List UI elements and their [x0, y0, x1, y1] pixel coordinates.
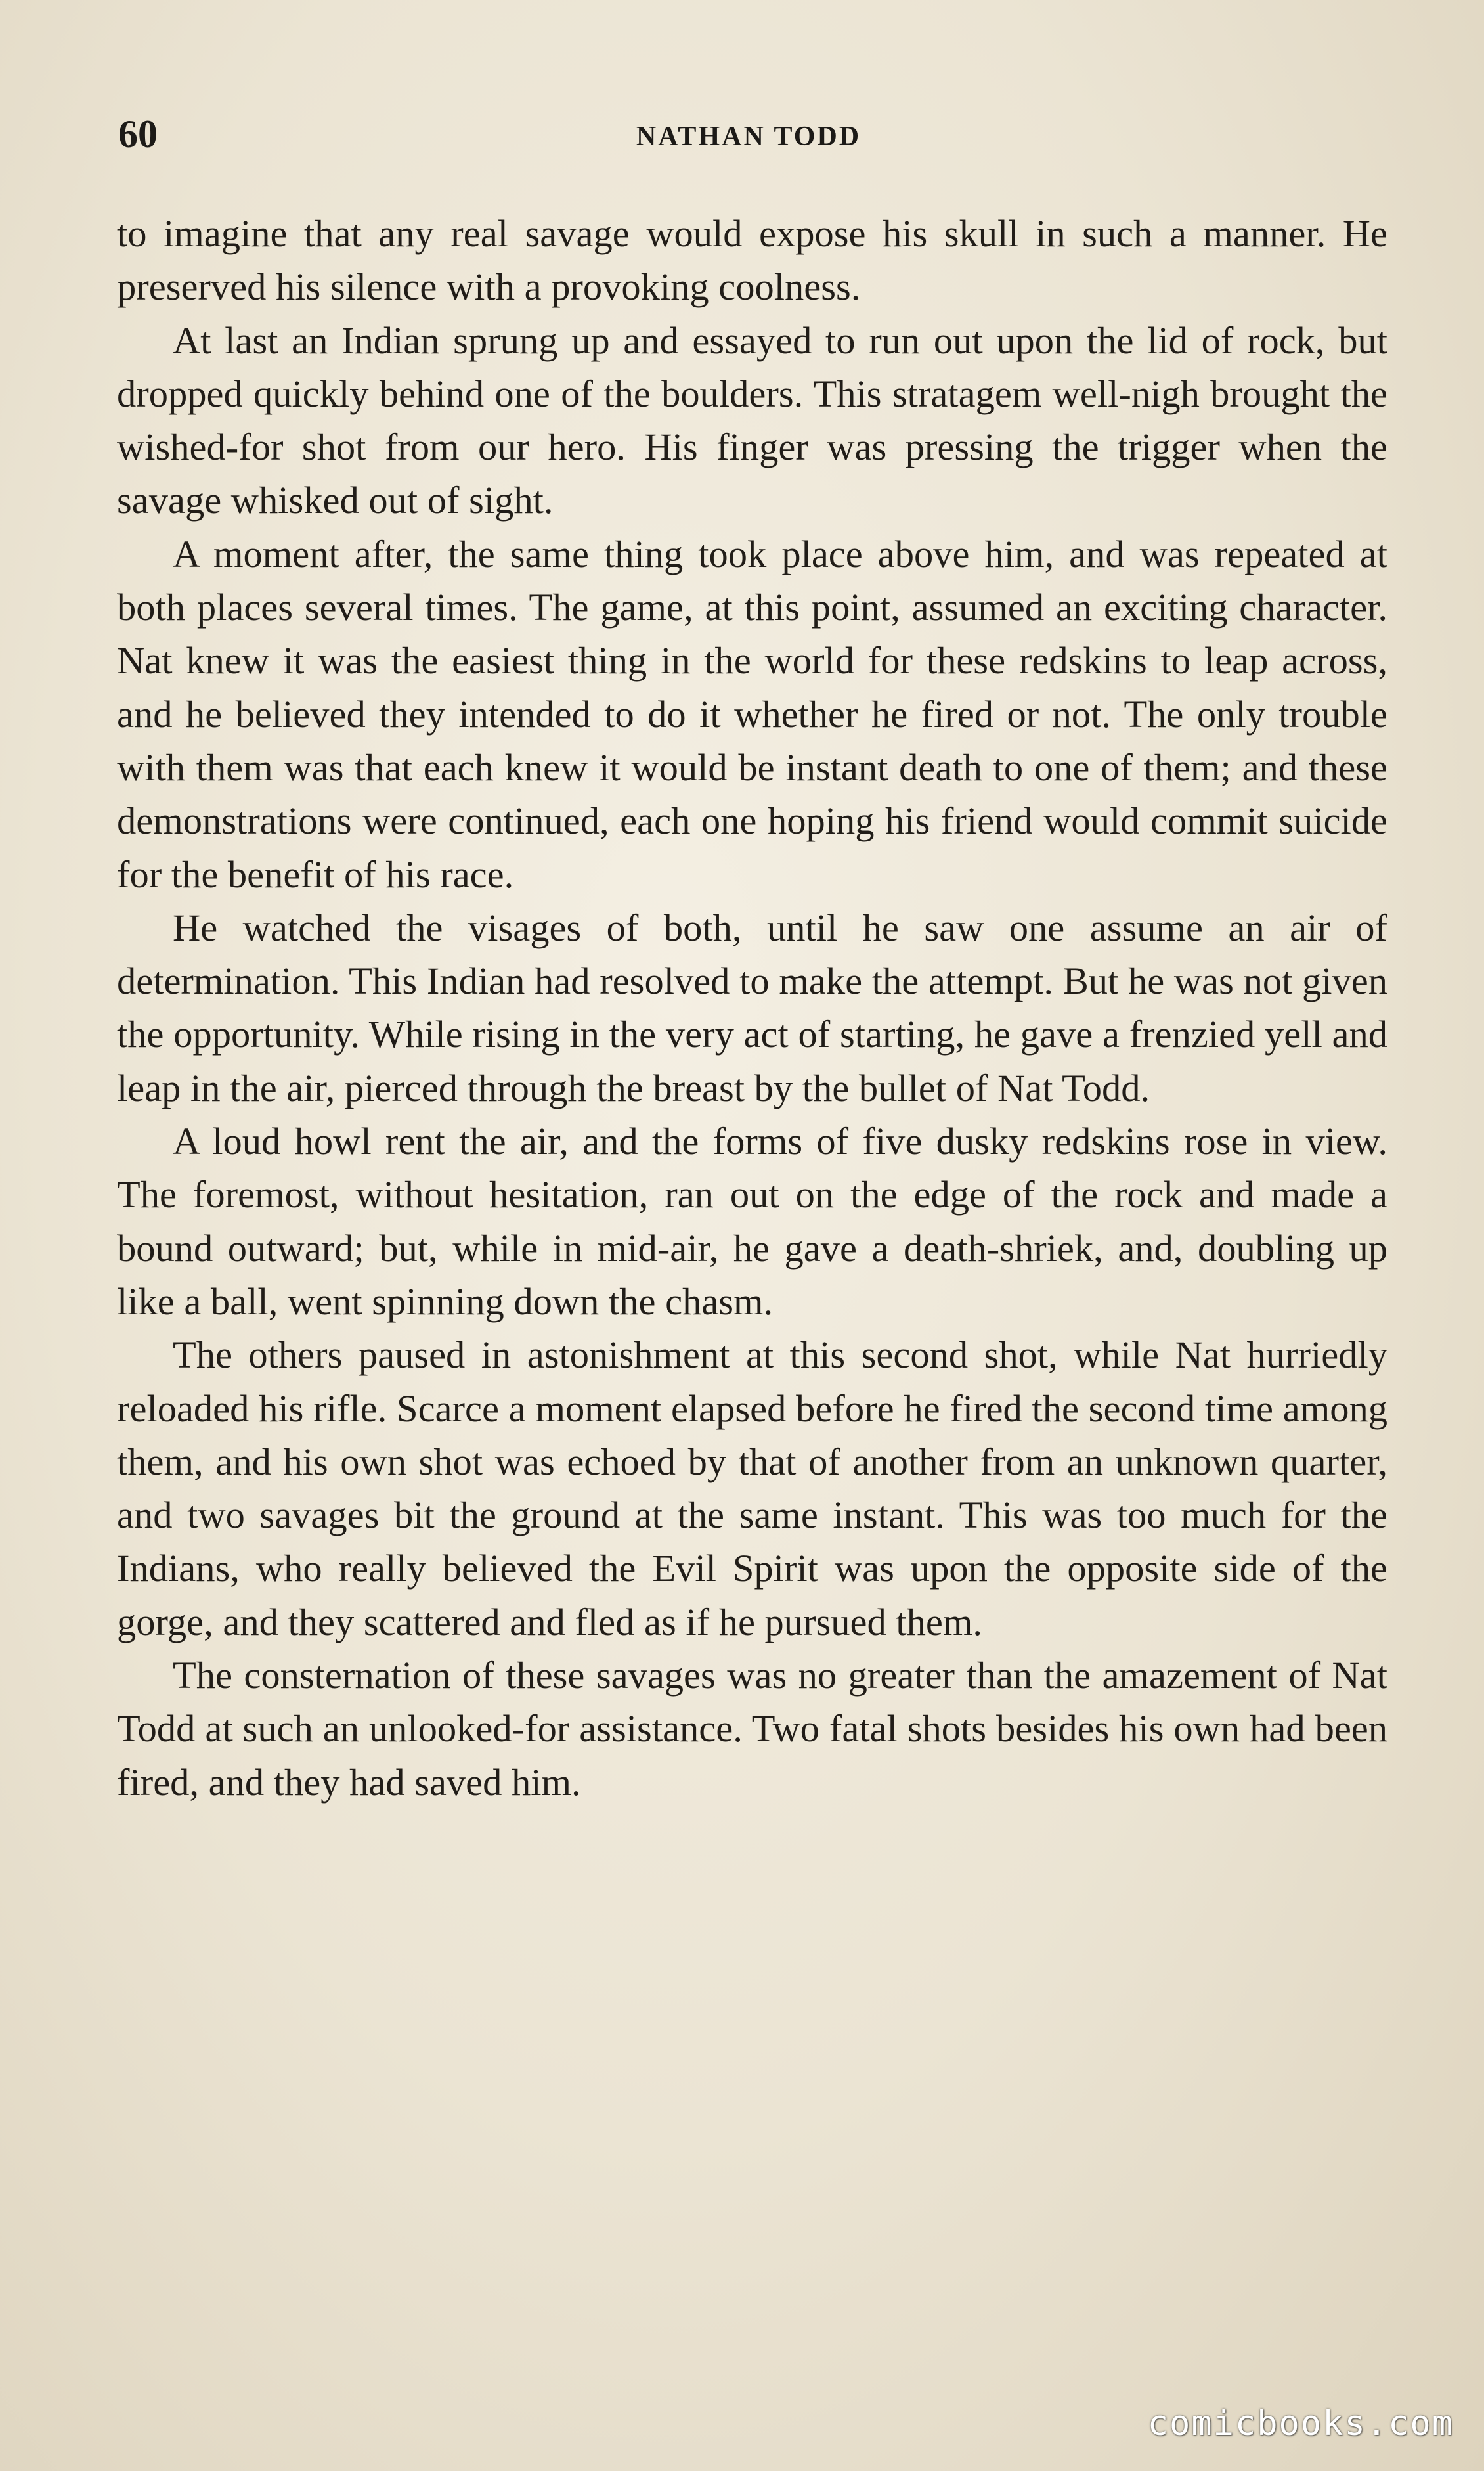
running-head: NATHAN TODD — [636, 122, 862, 152]
watermark: comicbooks.com — [1147, 2404, 1454, 2443]
paragraph: The others paused in astonishment at this second shot, while Nat hurriedly reloaded his rifle. Scarce a moment elapsed before he fired the second time among them, and his own shot was echoed by that of another from an unknown quarter, and two savages bit the ground at the same instant. This was too much for the Indians, who really believed the Evil Spirit was upon the opposite side of the gorge, and they scattered and fled as if he pursued them. — [117, 1333, 1387, 1643]
paragraph: to imagine that any real savage would expose his skull in such a manner. He preserved his silence with a provoking coolness. — [117, 212, 1387, 309]
paragraph: A loud howl rent the air, and the forms of five dusky redskins rose in view. The foremost, without hesitation, ran out on the edge of the rock and made a bound outward; but, while in mid-air, he gave a death-shriek, and, doubling up like a ball, went spinning down the chasm. — [117, 1120, 1387, 1323]
paragraph: At last an Indian sprung up and essayed to run out upon the lid of rock, but dropped quickly behind one of the boulders. This stratagem well-nigh brought the wished-for shot from our hero. His finger was pressing the trigger when the savage whisked out of sight. — [117, 319, 1387, 522]
paragraph: He watched the visages of both, until he saw one assume an air of determination. This Indian had resolved to make the attempt. But he was not given the opportunity. While rising in the very act of starting, he gave a frenzied yell and leap in the air, pierced through the breast by the bullet of Nat Todd. — [117, 906, 1387, 1109]
paragraph: A moment after, the same thing took place above him, and was repeated at both places several times. The game, at this point, assumed an exciting character. Nat knew it was the easiest thing in the world for these redskins to leap across, and he believed they intended to do it whether he fired or not. The only trouble with them was that each knew it would be instant death to one of them; and these demonstrations were continued, each one hoping his friend would commit suicide for the benefit of his race. — [117, 532, 1387, 896]
page-number: 60 — [118, 112, 158, 156]
page-header — [118, 112, 1379, 171]
paragraph: The consternation of these savages was no greater than the amazement of Nat Todd at such an unlooked-for assistance. Two fatal shots besides his own had been fired, and they had saved him. — [117, 1654, 1387, 1804]
body-text — [117, 207, 1387, 1809]
